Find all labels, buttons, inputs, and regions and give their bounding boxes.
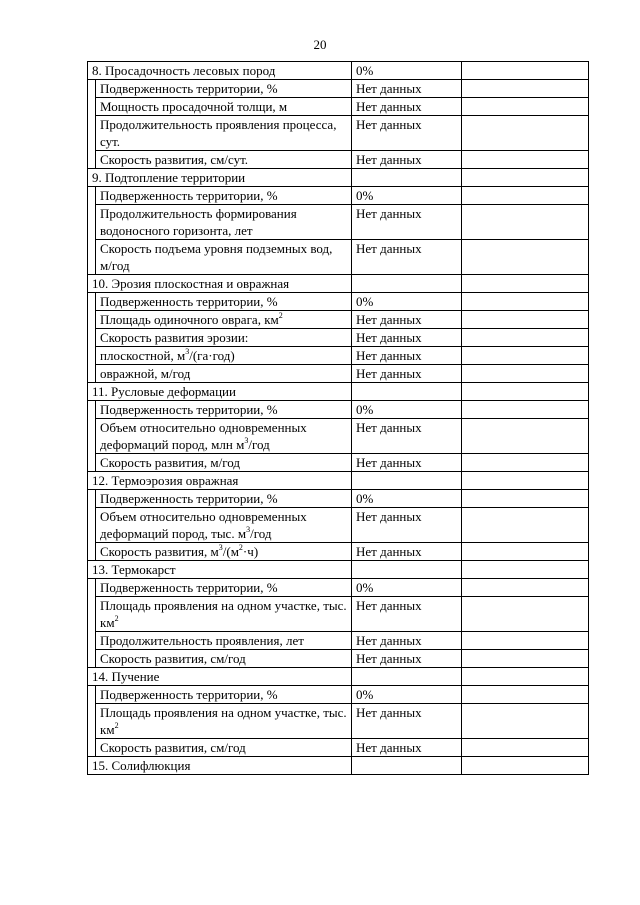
section-title: 14. Пучение [88, 668, 352, 686]
row-value: Нет данных [352, 508, 462, 543]
indent-cell [88, 579, 96, 668]
section-value [352, 757, 462, 775]
row-label: Подверженность территории, % [96, 401, 352, 419]
empty-cell [462, 650, 589, 668]
section-row [88, 472, 589, 490]
row-value: Нет данных [352, 80, 462, 98]
row-label: Подверженность территории, % [96, 187, 352, 205]
row-label: Площадь одиночного оврага, $км^2$ [96, 311, 352, 329]
table-row [88, 597, 589, 632]
empty-cell [462, 240, 589, 275]
empty-cell [462, 293, 589, 311]
empty-cell [462, 419, 589, 454]
empty-cell [462, 668, 589, 686]
row-label: Скорость развития, $м^3/(м^2\cdot ч)$ [96, 543, 352, 561]
row-label: Подверженность территории, % [96, 293, 352, 311]
empty-cell [462, 579, 589, 597]
empty-cell [462, 757, 589, 775]
empty-cell [462, 401, 589, 419]
hazards-table [87, 61, 589, 775]
row-label: плоскостной, $м^3/(га\cdot год)$ [96, 347, 352, 365]
row-label: Продолжительность формирования водоносного горизонта, лет [96, 205, 352, 240]
section-title: 9. Подтопление территории [88, 169, 352, 187]
row-value: Нет данных [352, 329, 462, 347]
row-label: Скорость развития, см/сут. [96, 151, 352, 169]
row-value: Нет данных [352, 116, 462, 151]
table-row [88, 632, 589, 650]
empty-cell [462, 365, 589, 383]
row-value: Нет данных [352, 311, 462, 329]
empty-cell [462, 454, 589, 472]
section-title: 12. Термоэрозия овражная [88, 472, 352, 490]
row-value: Нет данных [352, 454, 462, 472]
empty-cell [462, 597, 589, 632]
section-row [88, 62, 589, 80]
section-value [352, 383, 462, 401]
table-row [88, 116, 589, 151]
section-title: 10. Эрозия плоскостная и овражная [88, 275, 352, 293]
empty-cell [462, 704, 589, 739]
section-title: 11. Русловые деформации [88, 383, 352, 401]
table-row [88, 579, 589, 597]
table-row [88, 365, 589, 383]
empty-cell [462, 472, 589, 490]
empty-cell [462, 116, 589, 151]
indent-cell [88, 293, 96, 383]
empty-cell [462, 508, 589, 543]
section-title: 8. Просадочность лесовых пород [88, 62, 352, 80]
table-row [88, 293, 589, 311]
section-value: 0% [352, 62, 462, 80]
empty-cell [462, 62, 589, 80]
empty-cell [462, 329, 589, 347]
row-label: Подверженность территории, % [96, 490, 352, 508]
row-label: Скорость развития, см/год [96, 650, 352, 668]
section-row [88, 668, 589, 686]
section-row [88, 169, 589, 187]
row-value: 0% [352, 686, 462, 704]
empty-cell [462, 205, 589, 240]
section-value [352, 668, 462, 686]
row-value: 0% [352, 401, 462, 419]
empty-cell [462, 543, 589, 561]
table-row [88, 187, 589, 205]
row-label: Продолжительность проявления, лет [96, 632, 352, 650]
indent-cell [88, 187, 96, 275]
indent-cell [88, 401, 96, 472]
empty-cell [462, 490, 589, 508]
row-label: Продолжительность проявления процесса, сут. [96, 116, 352, 151]
table-row [88, 739, 589, 757]
row-value: Нет данных [352, 739, 462, 757]
row-value: Нет данных [352, 205, 462, 240]
section-row [88, 275, 589, 293]
indent-cell [88, 686, 96, 757]
row-label: Скорость подъема уровня подземных вод, м/год [96, 240, 352, 275]
row-label: Объем относительно одновременных деформаций пород, тыс. $м^3$/год [96, 508, 352, 543]
section-row [88, 383, 589, 401]
table-row [88, 151, 589, 169]
section-title: 13. Термокарст [88, 561, 352, 579]
empty-cell [462, 275, 589, 293]
row-value: 0% [352, 579, 462, 597]
indent-cell [88, 80, 96, 169]
table-row [88, 704, 589, 739]
table-row [88, 80, 589, 98]
table-row [88, 98, 589, 116]
table-row [88, 311, 589, 329]
section-value [352, 472, 462, 490]
table-row [88, 650, 589, 668]
row-value: 0% [352, 293, 462, 311]
empty-cell [462, 151, 589, 169]
row-value: Нет данных [352, 597, 462, 632]
row-value: Нет данных [352, 543, 462, 561]
row-label: Объем относительно одновременных деформаций пород, млн $м^3$/год [96, 419, 352, 454]
row-label: Скорость развития, см/год [96, 739, 352, 757]
empty-cell [462, 347, 589, 365]
section-row [88, 561, 589, 579]
row-value: Нет данных [352, 419, 462, 454]
empty-cell [462, 187, 589, 205]
empty-cell [462, 383, 589, 401]
row-label: овражной, м/год [96, 365, 352, 383]
section-value [352, 561, 462, 579]
empty-cell [462, 169, 589, 187]
empty-cell [462, 311, 589, 329]
row-value: Нет данных [352, 240, 462, 275]
row-value: Нет данных [352, 632, 462, 650]
row-label: Скорость развития, м/год [96, 454, 352, 472]
table-row [88, 419, 589, 454]
row-value: 0% [352, 187, 462, 205]
row-value: Нет данных [352, 365, 462, 383]
row-label: Подверженность территории, % [96, 80, 352, 98]
table-row [88, 401, 589, 419]
empty-cell [462, 80, 589, 98]
table-row [88, 205, 589, 240]
row-label: Подверженность территории, % [96, 579, 352, 597]
row-value: Нет данных [352, 650, 462, 668]
table-row [88, 240, 589, 275]
row-label: Площадь проявления на одном участке, тыс. $км^2$ [96, 704, 352, 739]
empty-cell [462, 632, 589, 650]
row-value: 0% [352, 490, 462, 508]
section-value [352, 275, 462, 293]
row-label: Подверженность территории, % [96, 686, 352, 704]
empty-cell [462, 686, 589, 704]
row-label: Скорость развития эрозии: [96, 329, 352, 347]
row-value: Нет данных [352, 151, 462, 169]
page-number: 20 [313, 37, 327, 52]
row-label: Площадь проявления на одном участке, тыс. $км^2$ [96, 597, 352, 632]
table-row [88, 508, 589, 543]
empty-cell [462, 739, 589, 757]
table-row [88, 454, 589, 472]
section-title: 15. Солифлюкция [88, 757, 352, 775]
table-row [88, 543, 589, 561]
row-value: Нет данных [352, 98, 462, 116]
row-value: Нет данных [352, 347, 462, 365]
table-row [88, 347, 589, 365]
table-row [88, 329, 589, 347]
table-row [88, 686, 589, 704]
section-value [352, 169, 462, 187]
table-row [88, 490, 589, 508]
indent-cell [88, 490, 96, 561]
empty-cell [462, 98, 589, 116]
section-row [88, 757, 589, 775]
row-value: Нет данных [352, 704, 462, 739]
row-label: Мощность просадочной толщи, м [96, 98, 352, 116]
empty-cell [462, 561, 589, 579]
